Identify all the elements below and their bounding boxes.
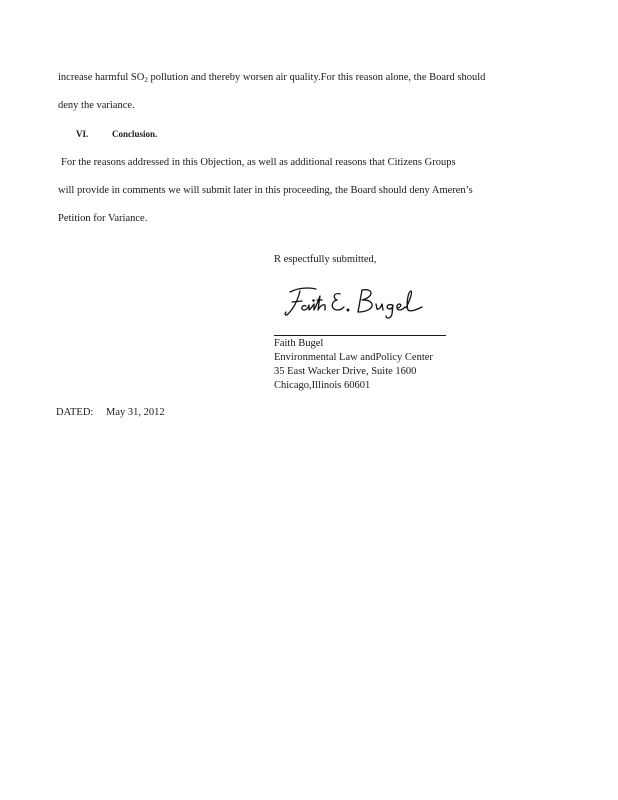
text-segment: pollution and thereby worsen air quality.For this reason alone, the Board should <box>147 72 486 83</box>
text-segment: increase harmful SO <box>58 72 145 83</box>
section-title: Conclusion. <box>112 129 158 139</box>
closing-text: R espectfully submitted, <box>274 254 377 265</box>
conclusion-line-3: Petition for Variance. <box>58 213 148 224</box>
signer-organization: Environmental Law andPolicy Center <box>274 352 433 363</box>
signer-address-line-1: 35 East Wacker Drive, Suite 1600 <box>274 366 417 377</box>
signature-line <box>274 335 446 336</box>
paragraph-line-1 <box>58 72 485 84</box>
conclusion-line-1: For the reasons addressed in this Objection, as well as additional reasons that Citizens Groups <box>61 157 456 168</box>
subscript-2: 2 <box>144 76 148 84</box>
signer-address-line-2: Chicago,Illinois 60601 <box>274 380 371 391</box>
dated-label: DATED: <box>56 407 94 418</box>
paragraph-line-2: deny the variance. <box>58 100 135 111</box>
conclusion-line-2: will provide in comments we will submit later in this proceeding, the Board should deny Ameren’s <box>58 185 473 196</box>
dated-value: May 31, 2012 <box>106 407 165 418</box>
handwritten-signature <box>282 282 432 322</box>
section-number: VI. <box>76 129 89 139</box>
signer-name: Faith Bugel <box>274 338 324 349</box>
